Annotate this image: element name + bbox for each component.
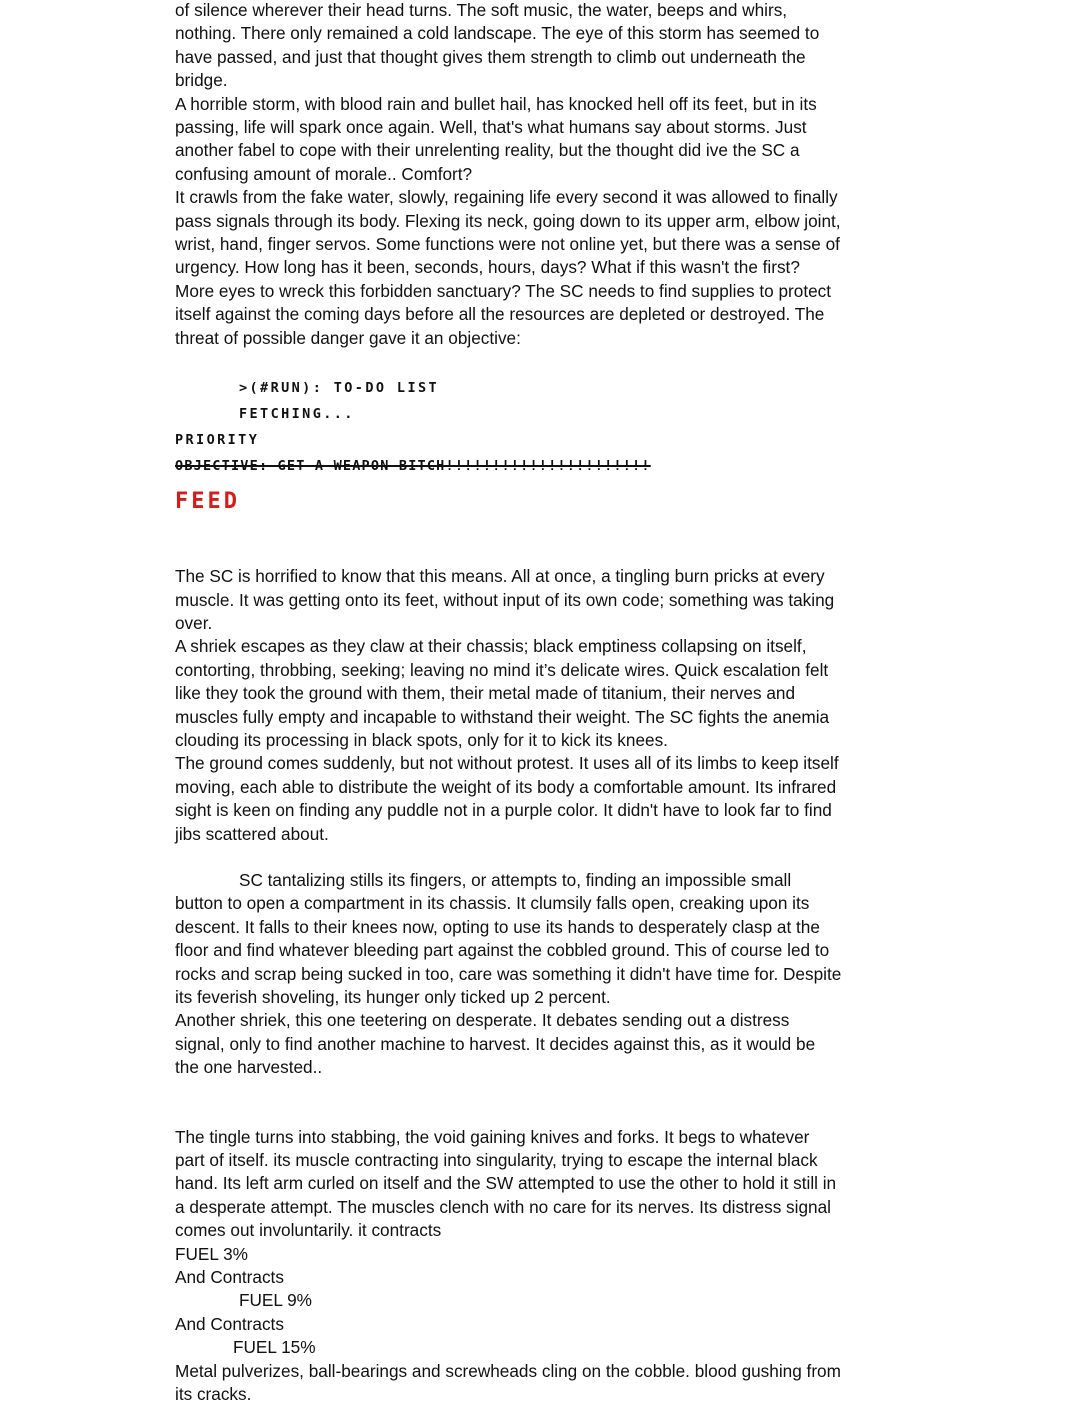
paragraph-ground-comes: The ground comes suddenly, but not without protest. It uses all of its limbs to keep itself moving, each able to distribute the weight of its body a comfortable amount. Its infrared sight is keen on finding any puddle not in a purple color. It didn't have to look far to find jibs scattered about. — [175, 753, 839, 844]
paragraph-horrified: The SC is horrified to know that this means. All at once, a tingling burn pricks at every muscle. It was getting onto its feet, without input of its own code; something was taking over. — [175, 566, 835, 633]
spacer — [175, 519, 843, 565]
terminal-priority-label: PRIORITY — [175, 432, 260, 449]
terminal-fetching-line: FETCHING... — [239, 406, 355, 423]
feed-heading: FEED — [175, 489, 240, 515]
paragraph-crawls-from-water: It crawls from the fake water, slowly, regaining life every second it was allowed to finally pass signals through its body. Flexing its neck, going down to its upper arm, elbow joint, wrist, hand, finger servos. Some functions were not online yet, but there was a sense of urgency. How long has it been, seconds, hours, days? What if this wasn't the first? More eyes to wreck this forbidden sanctuary? The SC needs to find supplies to protect itself against the coming days before all the resources are depleted or destroyed. The threat of possible danger gave it an objective: — [175, 187, 841, 348]
paragraph-tingle-stabbing: The tingle turns into stabbing, the void gaining knives and forks. It begs to whatever part of itself. its muscle contracting into singularity, trying to escape the internal black hand. Its left arm curled on itself and the SW attempted to use the other to hold it still in a desperate attempt. The muscles clench with no care for its nerves. Its distress signal comes out involuntarily. it contracts — [175, 1126, 837, 1241]
contracts-line-1: And Contracts — [175, 1267, 284, 1288]
terminal-objective-struck: OBJECTIVE: GET A WEAPON BITCH!!!!!!!!!!!!!!!!!!!!!! — [175, 458, 651, 475]
paragraph-metal-pulverizes: Metal pulverizes, ball-bearings and screwheads cling on the cobble. blood gushing from its cracks. — [175, 1360, 841, 1405]
fuel-line-1: FUEL 3% — [175, 1243, 248, 1264]
fuel-line-3: FUEL 15% — [233, 1337, 316, 1358]
paragraph-another-shriek: Another shriek, this one teetering on desperate. It debates sending out a distress signal, only to find another machine to harvest. It decides against this, as it would be the one harvested.. — [175, 1010, 816, 1078]
contracts-line-2: And Contracts — [175, 1313, 284, 1334]
document-page — [175, 0, 843, 1407]
spacer — [175, 1080, 843, 1126]
paragraph-storm-aftermath: of silence wherever their head turns. The soft music, the water, beeps and whirs, nothing. There only remained a cold landscape. The eye of this storm has seemed to have passed, and just that thought gives them strength to climb out underneath the bridge. — [175, 0, 820, 91]
paragraph-shriek-escapes: A shriek escapes as they claw at their chassis; black emptiness collapsing on itself, contorting, throbbing, seeking; leaving no mind it’s delicate wires. Quick escalation felt like they took the ground with them, their metal made of titanium, their nerves and muscles fully empty and incapable to withstand their weight. The SC fights the anemia clouding its processing in black spots, only for it to kick its knees. — [175, 636, 830, 750]
spacer — [175, 846, 843, 869]
paragraph-horrible-storm: A horrible storm, with blood rain and bullet hail, has knocked hell off its feet, but in its passing, life will spark once again. Well, that's what humans say about storms. Just another fabel to cope with their unrelenting reality, but the thought did ive the SC a confusing amount of morale.. Comfort? — [175, 93, 817, 184]
terminal-run-line: >(#RUN): TO-DO LIST — [239, 380, 440, 397]
paragraph-tantalizing: SC tantalizing stills its fingers, or attempts to, finding an impossible small button to open a compartment in its chassis. It clumsily falls open, creaking upon its descent. It falls to their knees now, opting to use its hands to desperately clasp at the floor and find whatever bleeding part against the cobbled ground. This of course led to rocks and scrap being sucked in too, care was something it didn't have time for. Despite its feverish shoveling, its hunger only ticked up 2 percent. — [175, 869, 842, 1007]
fuel-line-2: FUEL 9% — [239, 1290, 312, 1311]
